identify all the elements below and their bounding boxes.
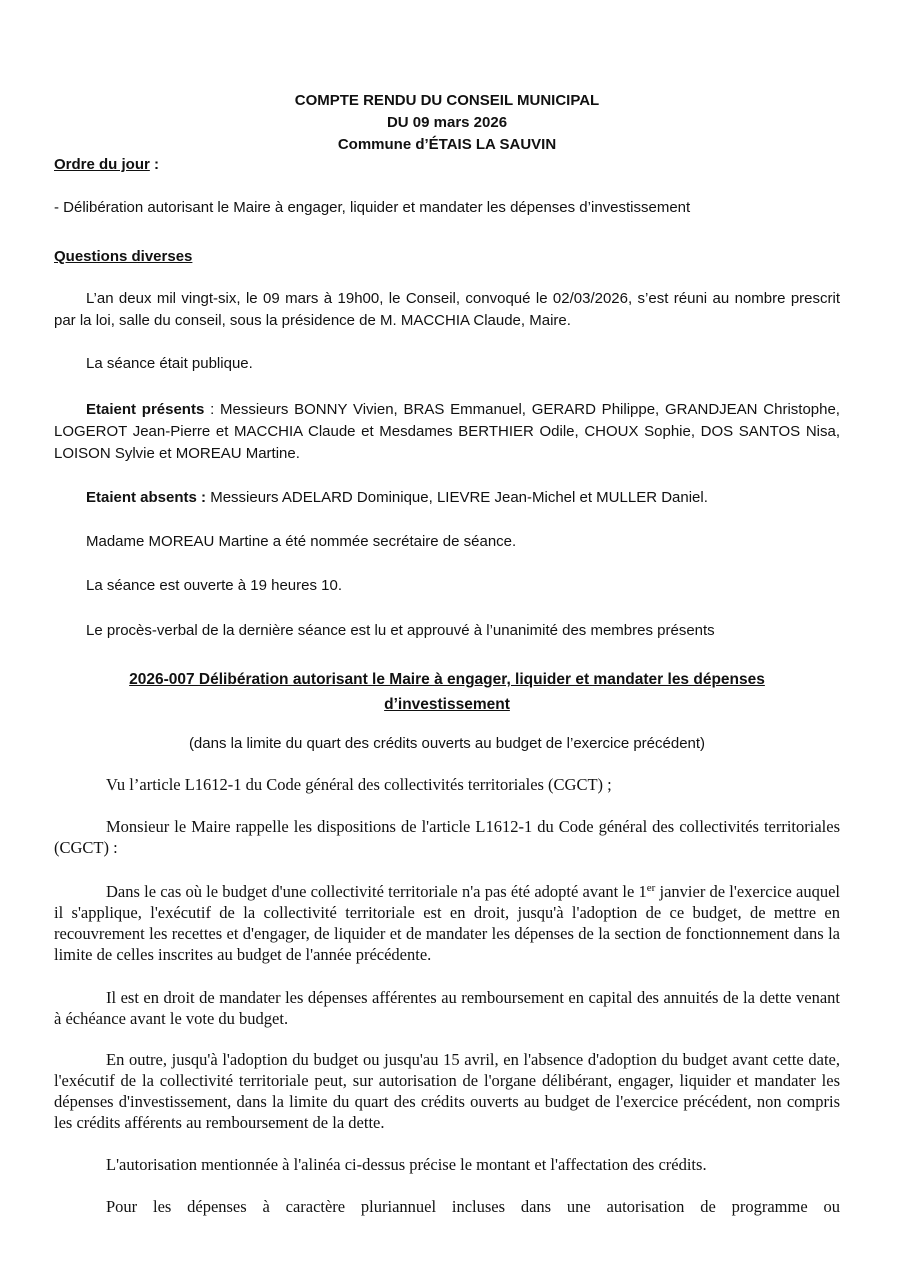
ordinal-superscript: er [646,882,656,894]
document-header [54,90,840,156]
agenda-heading-label: Ordre du jour [54,156,150,173]
present-list: : Messieurs BONNY Vivien, BRAS Emmanuel, GERARD Philippe, GRANDJEAN Christophe, LOGEROT Jean-Pierre et MACCHIA Claude et Mesdames BERTHIER Odile, CHOUX Sophie, DOS SANTOS Nisa, LOISON Sylvie et MOREAU Martine. [54,401,840,462]
article-paragraph-5: Pour les dépenses à caractère pluriannuel incluses dans une autorisation de programme ou [106,1197,840,1216]
article-paragraph-2: Il est en droit de mandater les dépenses afférentes au remboursement en capital des annuités de la dette venant à échéance avant le vote du budget. [54,988,840,1028]
article-paragraph-3: En outre, jusqu'à l'adoption du budget ou jusqu'au 15 avril, en l'absence d'adoption du budget avant cette date, l'exécutif de la collectivité territoriale peut, sur autorisation de l'organe délibérant, engager, liquider et mandater les dépenses d'investissement, dans la limite du quart des crédits ouverts au budget de l'exercice précédent, non compris les crédits afférents au remboursement de la dette. [54,1050,840,1132]
questions-heading: Questions diverses [54,248,193,265]
article-paragraph-1-start: Dans le cas où le budget d'une collectivité territoriale n'a pas été adopté avant le 1 [106,882,647,901]
deliberation-title [54,667,840,717]
agenda-heading [54,154,840,176]
header-commune-line: Commune d’ÉTAIS LA SAUVIN [337,136,557,153]
header-title-line: COMPTE RENDU DU CONSEIL MUNICIPAL [294,92,600,109]
minutes-approval: Le procès-verbal de la dernière séance est lu et approuvé à l’unanimité des membres présents [86,622,715,639]
deliberation-title-line2: d’investissement [384,696,510,713]
absent-members [54,487,840,509]
session-intro: L’an deux mil vingt-six, le 09 mars à 19h00, le Conseil, convoqué le 02/03/2026, s’est réuni au nombre prescrit par la loi, salle du conseil, sous la présidence de M. MACCHIA Claude, Maire. [54,290,840,329]
secretary-note: Madame MOREAU Martine a été nommée secrétaire de séance. [86,533,517,550]
header-date-line: DU 09 mars 2026 [386,114,508,131]
absent-list: Messieurs ADELARD Dominique, LIEVRE Jean-Michel et MULLER Daniel. [206,489,708,506]
absent-label: Etaient absents : [86,489,207,506]
agenda-heading-colon: : [149,156,160,173]
mayor-reminder: Monsieur le Maire rappelle les dispositions de l'article L1612-1 du Code général des collectivités territoriales (CGCT) : [54,817,840,857]
opening-time: La séance est ouverte à 19 heures 10. [86,577,343,594]
article-paragraph-1 [54,881,840,965]
present-members [54,399,840,465]
session-public: La séance était publique. [86,355,253,372]
agenda-item: - Délibération autorisant le Maire à engager, liquider et mandater les dépenses d’investissement [54,199,691,216]
deliberation-title-line1: 2026-007 Délibération autorisant le Maire à engager, liquider et mandater les dépenses [129,671,765,688]
article-paragraph-4: L'autorisation mentionnée à l'alinéa ci-dessus précise le montant et l'affectation des crédits. [106,1155,707,1174]
legal-reference: Vu l’article L1612-1 du Code général des collectivités territoriales (CGCT) ; [106,775,612,794]
present-label: Etaient présents [86,401,205,418]
article-paragraph-1-end: janvier de l'exercice auquel il s'applique, l'exécutif de la collectivité territoriale est en droit, jusqu'à l'adoption de ce budget, de mettre en recouvrement les recettes et d'engager, de liquider et de mandater les dépenses de la section de fonctionnement dans la limite de celles inscrites au budget de l'année précédente. [54,882,840,964]
deliberation-subtitle: (dans la limite du quart des crédits ouverts au budget de l’exercice précédent) [188,735,706,752]
